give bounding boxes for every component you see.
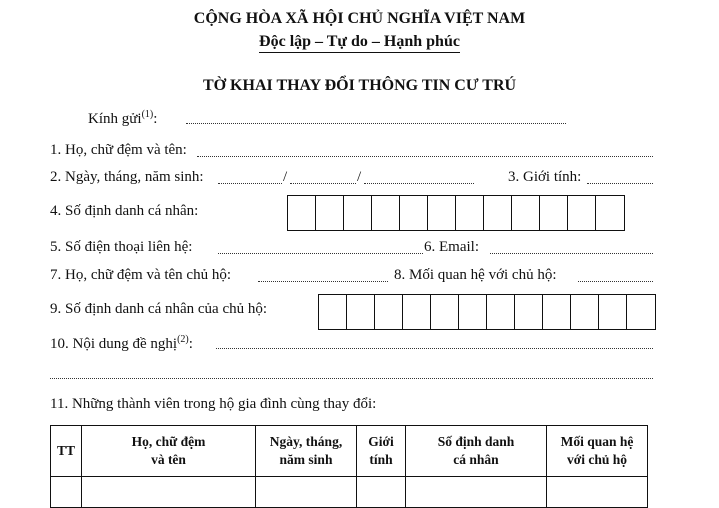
id-digit-box[interactable] [372, 196, 400, 230]
table-header-row [51, 426, 648, 477]
request-content-field-line2[interactable] [50, 378, 653, 379]
col-header-relationship: Mối quan hệ với chủ hộ [547, 426, 648, 477]
email-field[interactable] [490, 253, 653, 254]
table-cell[interactable] [406, 477, 547, 508]
motto [0, 33, 719, 51]
col-header-birth-date: Ngày, tháng, năm sinh [256, 426, 357, 477]
personal-id-boxes[interactable] [287, 195, 625, 231]
household-head-name-field[interactable] [258, 281, 388, 282]
birth-month-field[interactable] [290, 183, 356, 184]
kinh-gui-field[interactable] [186, 123, 566, 124]
id-digit-box[interactable] [456, 196, 484, 230]
id-digit-box[interactable] [599, 295, 627, 329]
col-header-name: Họ, chữ đệm và tên [82, 426, 256, 477]
id-digit-box[interactable] [627, 295, 655, 329]
id-digit-box[interactable] [543, 295, 571, 329]
table-cell[interactable] [82, 477, 256, 508]
request-content-colon: : [188, 336, 193, 352]
phone-field[interactable] [218, 253, 423, 254]
full-name-label: 1. Họ, chữ đệm và tên: [50, 142, 187, 158]
id-digit-box[interactable] [487, 295, 515, 329]
id-digit-box[interactable] [459, 295, 487, 329]
id-digit-box[interactable] [540, 196, 568, 230]
birth-date-label: 2. Ngày, tháng, năm sinh: [50, 169, 204, 185]
request-content-field[interactable] [216, 348, 653, 349]
birth-day-field[interactable] [218, 183, 282, 184]
id-digit-box[interactable] [484, 196, 512, 230]
id-digit-box[interactable] [347, 295, 375, 329]
country-heading: CỘNG HÒA XÃ HỘI CHỦ NGHĨA VIỆT NAM [193, 10, 526, 27]
table-cell[interactable] [357, 477, 406, 508]
household-head-name-label: 7. Họ, chữ đệm và tên chủ hộ: [50, 267, 232, 283]
table-row [51, 477, 648, 508]
relationship-label: 8. Mối quan hệ với chủ hộ: [394, 267, 557, 283]
id-digit-box[interactable] [316, 196, 344, 230]
col-header-personal-id: Số định danh cá nhân [406, 426, 547, 477]
members-table [50, 425, 648, 508]
footnote-2: (2) [177, 334, 189, 345]
motto-text: Độc lập – Tự do – Hạnh phúc [259, 33, 460, 53]
footnote-1: (1) [141, 109, 154, 120]
form-title: TỜ KHAI THAY ĐỔI THÔNG TIN CƯ TRÚ [202, 77, 517, 94]
id-digit-box[interactable] [512, 196, 540, 230]
table-cell[interactable] [256, 477, 357, 508]
id-digit-box[interactable] [571, 295, 599, 329]
table-cell[interactable] [51, 477, 82, 508]
gender-label: 3. Giới tính: [508, 169, 582, 185]
col-header-tt: TT [51, 426, 82, 477]
relationship-field[interactable] [578, 281, 653, 282]
id-digit-box[interactable] [344, 196, 372, 230]
id-digit-box[interactable] [403, 295, 431, 329]
id-digit-box[interactable] [288, 196, 316, 230]
kinh-gui-text: Kính gửi [88, 111, 142, 127]
personal-id-label: 4. Số định danh cá nhân: [50, 203, 199, 219]
household-head-id-boxes[interactable] [318, 294, 656, 330]
id-digit-box[interactable] [400, 196, 428, 230]
id-digit-box[interactable] [568, 196, 596, 230]
email-label: 6. Email: [424, 239, 479, 255]
col-header-gender: Giới tính [357, 426, 406, 477]
kinh-gui-colon: : [153, 111, 158, 127]
members-label: 11. Những thành viên trong hộ gia đình cùng thay đổi: [50, 396, 377, 412]
id-digit-box[interactable] [428, 196, 456, 230]
date-separator: / [283, 169, 288, 185]
request-content-label [50, 334, 193, 353]
kinh-gui-label [88, 109, 157, 128]
phone-label: 5. Số điện thoại liên hệ: [50, 239, 193, 255]
table-cell[interactable] [547, 477, 648, 508]
date-separator: / [357, 169, 362, 185]
request-content-text: 10. Nội dung đề nghị [50, 336, 178, 352]
gender-field[interactable] [587, 183, 653, 184]
household-head-id-label: 9. Số định danh cá nhân của chủ hộ: [50, 301, 268, 317]
id-digit-box[interactable] [319, 295, 347, 329]
id-digit-box[interactable] [375, 295, 403, 329]
id-digit-box[interactable] [515, 295, 543, 329]
id-digit-box[interactable] [431, 295, 459, 329]
birth-year-field[interactable] [364, 183, 474, 184]
full-name-field[interactable] [197, 156, 653, 157]
id-digit-box[interactable] [596, 196, 624, 230]
